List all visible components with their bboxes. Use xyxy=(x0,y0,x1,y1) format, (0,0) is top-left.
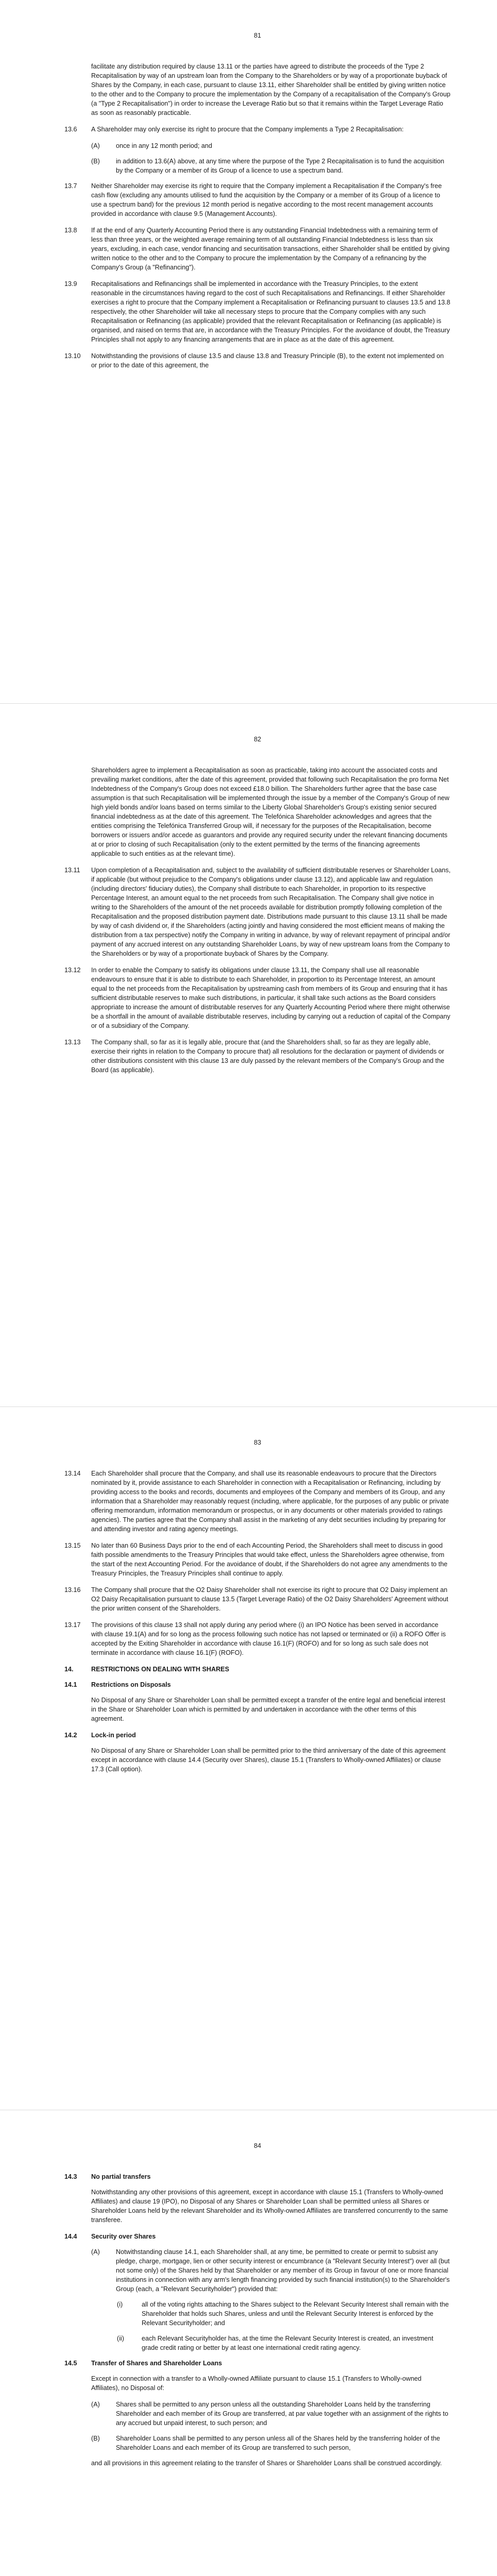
document-page-84 xyxy=(0,2110,497,2576)
clause-14-4-heading xyxy=(64,2232,451,2241)
clause-number: 14.4 xyxy=(64,2233,77,2240)
clause-text: If at the end of any Quarterly Accounting Period there is any outstanding Financial Indebtedness with a remaining term of less than three years, or the weighted average remaining term of all outstanding Financial Indebtedness is less than six years, excluding, in each case, vendor financing and securitisation transactions, either Shareholder shall be entitled by giving written notice to the other and to the Company to procure the implementation by the Company of a refinancing by the Company's Group (a "Refinancing"). xyxy=(91,227,450,271)
subclause-14-5-b xyxy=(64,2434,451,2452)
continued-paragraph: Shareholders agree to implement a Recapitalisation as soon as practicable, taking into account the associated costs and prevailing market conditions, after the date of this agreement, provided that following such Recapitalisation the pro forma Net Indebtedness of the Company's Group does not exceed £18.0 billion. The Shareholders further agree that the base case assumption is that such Recapitalisation will be implemented through the issue by a member of the Company's Group of new high yield bonds and/or loans based on terms similar to the Liberty Global Shareholder's Group's existing senior secured financial indebtedness as at the date of this agreement. The Telefónica Shareholder acknowledges and agrees that the entities comprising the Telefónica Transferred Group will, if necessary for the purposes of the Recapitalisation, become borrowers or issuers and/or accede as guarantors and provide any required security under the relevant financing documents at or prior to closing of such Recapitalisation (only to the extent permitted by the terms of the financing agreements applicable to such entities as at the relevant time). xyxy=(91,767,450,857)
clause-number: 14.5 xyxy=(64,2360,77,2367)
clause-13-10 xyxy=(64,351,451,370)
subclause-text: Notwithstanding clause 14.1, each Shareholder shall, at any time, be permitted to create or permit to subsist any pledge, charge, mortgage, lien or other security interest or encumbrance (a "Relevant Security Interest") over all (but not some only) of the Shares held by that Shareholder or any member of its Group in favour of one or more financial institutions in connection with any arm's length financing provided by such financial institution(s) to the Shareholder's Group (each, a "Relevant Securityholder") provided that: xyxy=(116,2248,450,2293)
subclause-text: Shares shall be permitted to any person unless all the outstanding Shareholder Loans held by the transferring Shareholder and each member of its Group are transferred, at par value together with an assignment of the rights to any accrued but unpaid interest, to such person; and xyxy=(116,2401,449,2427)
clause-14-5-text: Except in connection with a transfer to a Wholly-owned Affiliate pursuant to clause 15.1 (Transfers to Wholly-owned Affiliates), no Disposal of: xyxy=(91,2375,422,2392)
clause-text: No later than 60 Business Days prior to the end of each Accounting Period, the Shareholders shall meet to discuss in good faith possible amendments to the Treasury Principles that would take effect, unless the Shareholders agree otherwise, from the start of the next Accounting Period. For the avoidance of doubt, if the Shareholders do not agree any amendments to the Treasury Principles, the Treasury Principles shall continue to apply. xyxy=(91,1542,448,1577)
clause-number: 13.6 xyxy=(64,126,77,133)
clause-14-5-closing-text: and all provisions in this agreement relating to the transfer of Shares or Shareholder Loans shall be construed accordingly. xyxy=(91,2460,442,2467)
clause-text: Each Shareholder shall procure that the Company, and shall use its reasonable endeavours to procure that the Directors nominated by it, provide assistance to each Shareholder in connection with a Recapitalisation or Refinancing, including by providing access to the books and records, documents and employees of the Company and members of its Group, and any information that a Shareholder may reasonably request (including, where applicable, for the purposes of any public or private offering memorandum, information memorandum or prospectus, or in any documents or other materials provided to ratings agencies). The parties agree that the Company shall assist in the marketing of any debt securities including by preparing for and attending investor and rating agency meetings. xyxy=(91,1470,449,1533)
clause-text: Neither Shareholder may exercise its right to require that the Company implement a Recapitalisation if the Company's free cash flow (excluding any amounts utilised to fund the acquisition by the Company or a member of its Group of a licence to use a spectrum band) for the previous 12 month period is negative according to the most recent management accounts provided in accordance with clause 9.5 (Management Accounts). xyxy=(91,182,442,217)
continued-paragraph: facilitate any distribution required by clause 13.11 or the parties have agreed to distribute the proceeds of the Type 2 Recapitalisation by way of an upstream loan from the Company to the Shareholders or by way of a proportionate buyback of Shares by the Company, in each case, pursuant to clause 13.11, either Shareholder shall be entitled by giving written notice to the other and to the Company to procure the implementation by the Company of a recapitalisation of the Company's Group (a "Type 2 Recapitalisation") in order to increase the Leverage Ratio but so that it remains within the Target Leverage Ratio as soon as reasonably practicable. xyxy=(91,63,451,116)
clause-number: 14.3 xyxy=(64,2173,77,2180)
clause-title: Transfer of Shares and Shareholder Loans xyxy=(91,2360,222,2367)
section-heading-14 xyxy=(64,1665,451,1674)
document-page-81 xyxy=(0,0,497,703)
clause-text: Recapitalisations and Refinancings shall be implemented in accordance with the Treasury Principles, to the extent reasonable in the circumstances having regard to the cost of such Recapitalisations and Refinancings. If either Shareholder exercises a right to procure that the Company implement a Recapitalisation or Refinancing pursuant to clauses 13.5 and 13.8 respectively, the other Shareholder will take all necessary steps to procure that the Company complies with any such Recapitalisation or Refinancing (as applicable) provided that the relevant Recapitalisation or Refinancing (as applicable) is organised, and raised on terms that are, in accordance with the Treasury Principles. For the avoidance of doubt, the Treasury Principles shall not apply to any financing arrangements that are in place as at the date of this agreement. xyxy=(91,280,451,343)
clause-number: 13.15 xyxy=(64,1542,81,1549)
clause-14-2-heading xyxy=(64,1731,451,1740)
subclause-text: once in any 12 month period; and xyxy=(116,142,212,149)
clause-number: 14.1 xyxy=(64,1681,77,1688)
clause-number: 13.13 xyxy=(64,1039,81,1046)
clause-number: 13.12 xyxy=(64,967,81,974)
clause-14-1-text: No Disposal of any Share or Shareholder Loan shall be permitted except a transfer of the entire legal and beneficial interest in the Share or Shareholder Loan which is permitted by and undertaken in accordance with the other terms of this agreement. xyxy=(91,1697,445,1722)
page-number: 84 xyxy=(253,2142,261,2149)
clause-title: Security over Shares xyxy=(91,2233,156,2240)
subclause-14-4-a-ii xyxy=(64,2334,451,2352)
clause-text: Upon completion of a Recapitalisation and, subject to the availability of sufficient distributable reserves or Shareholder Loans, if applicable (but without prejudice to the Company's obligations under clause 13.12), and applicable law and regulation (including directors' fiduciary duties), the Company shall distribute to each Shareholder, in proportion to its respective Percentage Interest, an amount equal to the net proceeds from such Recapitalisation. The Company shall give notice in writing to the Shareholders of the amount of the net proceeds available for distribution promptly following completion of the Recapitalisation and the proposed distribution payment date. Distributions made pursuant to this clause 13.11 shall be made by way of cash dividend or, if the Shareholders (acting jointly and having considered the most efficient means of making the distribution from a tax perspective) notify the Company in writing in advance, by way of relevant repayment of principal and/or payment of any accrued interest on any outstanding Shareholder Loans, by way of new upstream loans from the Company to the Shareholders or by way of a proportionate buyback of Shares by the Company. xyxy=(91,867,451,957)
subclause-label: (i) xyxy=(117,2301,123,2308)
clause-14-2-text: No Disposal of any Share or Shareholder Loan shall be permitted prior to the third anniversary of the date of this agreement except in accordance with clause 14.4 (Security over Shares), clause 15.1 (Transfers to Wholly-owned Affiliates) or clause 17.3 (Call option). xyxy=(91,1747,446,1773)
subclause-text: all of the voting rights attaching to the Shares subject to the Relevant Security Interest shall remain with the Shareholder that holds such Shares, unless and until the Relevant Security Interest is enforced by the Relevant Securityholder; and xyxy=(142,2301,449,2327)
clause-13-8 xyxy=(64,226,451,272)
subclause-label: (A) xyxy=(91,2248,100,2256)
clause-number: 13.14 xyxy=(64,1470,81,1477)
page-number: 81 xyxy=(253,32,261,39)
clause-text: The Company shall, so far as it is legally able, procure that (and the Shareholders shall, so far as they are legally able, exercise their rights in relation to the Company to procure that) all resolutions for the declaration or payment of dividends or other distributions consistent with this clause 13 are duly passed by the relevant members of the Company's Group and the Board (as applicable). xyxy=(91,1039,444,1074)
clause-13-14 xyxy=(64,1469,451,1534)
page-number: 82 xyxy=(253,736,261,743)
clause-14-3-heading xyxy=(64,2172,451,2181)
subclause-text: each Relevant Securityholder has, at the time the Relevant Security Interest is created, an investment grade credit rating or better by at least one international credit rating agency. xyxy=(142,2335,434,2351)
clause-13-13 xyxy=(64,1038,451,1075)
clause-number: 13.17 xyxy=(64,1621,81,1629)
clause-number: 13.16 xyxy=(64,1586,81,1594)
clause-13-6 xyxy=(64,125,451,134)
subclause-text: in addition to 13.6(A) above, at any time where the purpose of the Type 2 Recapitalisation is to fund the acquisition by the Company or a member of its Group of a licence to use a spectrum band. xyxy=(116,158,444,174)
subclause-label: (B) xyxy=(91,2435,100,2442)
clause-number: 13.9 xyxy=(64,280,77,287)
subclause-14-4-a xyxy=(64,2247,451,2294)
clause-title: Lock-in period xyxy=(91,1732,136,1739)
clause-13-9 xyxy=(64,279,451,344)
document-page-82 xyxy=(0,704,497,1406)
subclause-13-6-a xyxy=(64,141,451,150)
subclause-label: (ii) xyxy=(117,2335,124,2342)
page-number: 83 xyxy=(253,1439,261,1446)
section-number: 14. xyxy=(64,1666,74,1673)
clause-13-7 xyxy=(64,181,451,218)
subclause-13-6-b xyxy=(64,157,451,175)
subclause-14-4-a-i xyxy=(64,2300,451,2328)
subclause-label: (A) xyxy=(91,2401,100,2408)
clause-14-3-text: Notwithstanding any other provisions of this agreement, except in accordance with clause 15.1 (Transfers to Wholly-owned Affiliates) and clause 19 (IPO), no Disposal of any Shares or Shareholder Loan shall be permitted unless all Shares or Shareholder Loans held by the relevant Shareholder and its Wholly-owned Affiliates are transferred concurrently to the same transferee. xyxy=(91,2189,448,2224)
subclause-label: (A) xyxy=(91,142,100,149)
clause-13-16 xyxy=(64,1585,451,1613)
clause-14-1-heading xyxy=(64,1680,451,1689)
document-page-83 xyxy=(0,1407,497,2110)
clause-text: In order to enable the Company to satisfy its obligations under clause 13.11, the Company shall use all reasonable endeavours to ensure that it is able to distribute to each Shareholder, in proportion to its Percentage Interest, an amount equal to the net proceeds from the Recapitalisation by upstreaming cash from members of its Group and ensuring that it has sufficient distributable reserves to make such distributions, in particular, it shall take such actions as the Board considers appropriate to increase the amount of distributable reserves for any Quarterly Accounting Period where there might otherwise be a shortfall in the amount of available distributable reserves, including by carrying out a reduction of capital of the Company or of a subsidiary of the Company. xyxy=(91,967,451,1029)
clause-13-17 xyxy=(64,1620,451,1657)
clause-title: No partial transfers xyxy=(91,2173,151,2180)
clause-14-5-heading xyxy=(64,2359,451,2368)
clause-number: 13.10 xyxy=(64,352,81,360)
clause-number: 13.7 xyxy=(64,182,77,190)
clause-text: A Shareholder may only exercise its right to procure that the Company implements a Type 2 Recapitalisation: xyxy=(91,126,404,133)
clause-text: The provisions of this clause 13 shall not apply during any period where (i) an IPO Notice has been served in accordance with clause 19.1(A) and for so long as the process following such notice has not lapsed or terminated or (ii) a ROFO Offer is accepted by the Exiting Shareholder in accordance with clause 16.1(F) (ROFO) and for so long as such sale does not terminate in accordance with clause 16.1(F) (ROFO). xyxy=(91,1621,446,1656)
clause-number: 13.8 xyxy=(64,227,77,234)
clause-13-11 xyxy=(64,866,451,958)
clause-text: The Company shall procure that the O2 Daisy Shareholder shall not exercise its right to procure that O2 Daisy implement an O2 Daisy Recapitalisation pursuant to clause 13.5 (Target Leverage Ratio) of the O2 Daisy Shareholders' Agreement without the prior written consent of the Shareholders. xyxy=(91,1586,449,1612)
subclause-text: Shareholder Loans shall be permitted to any person unless all of the Shares held by the transferring holder of the Shareholder Loans and each member of its Group are transferred to such person, xyxy=(116,2435,440,2451)
clause-title: Restrictions on Disposals xyxy=(91,1681,171,1688)
subclause-label: (B) xyxy=(91,158,100,165)
subclause-14-5-a xyxy=(64,2400,451,2428)
clause-13-15 xyxy=(64,1541,451,1578)
clause-number: 14.2 xyxy=(64,1732,77,1739)
clause-number: 13.11 xyxy=(64,867,80,874)
clause-text: Notwithstanding the provisions of clause 13.5 and clause 13.8 and Treasury Principle (B), to the extent not implemented on or prior to the date of this agreement, the xyxy=(91,352,444,369)
clause-13-12 xyxy=(64,965,451,1030)
section-title: RESTRICTIONS ON DEALING WITH SHARES xyxy=(91,1666,229,1673)
